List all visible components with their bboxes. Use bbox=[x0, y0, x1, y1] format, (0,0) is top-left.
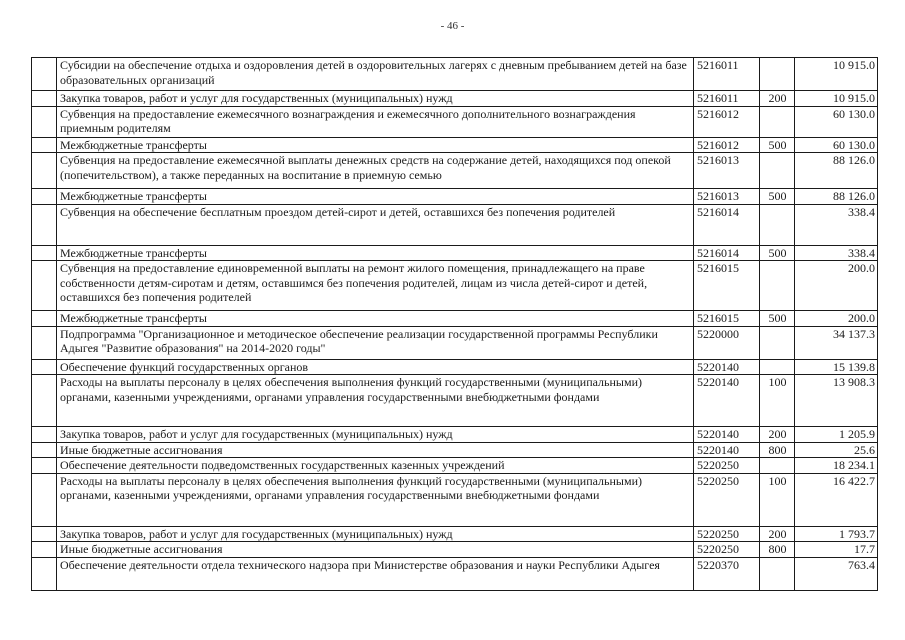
row-code-cell: 5216012 bbox=[694, 106, 760, 137]
row-name-cell: Межбюджетные трансферты bbox=[57, 137, 694, 153]
row-code-cell: 5216012 bbox=[694, 137, 760, 153]
row-type-cell bbox=[760, 153, 795, 189]
table-row bbox=[32, 91, 878, 107]
row-type-cell bbox=[760, 326, 795, 359]
table-row bbox=[32, 427, 878, 443]
row-blank-cell bbox=[32, 137, 57, 153]
table-row bbox=[32, 137, 878, 153]
row-type-cell: 500 bbox=[760, 245, 795, 261]
row-code-cell: 5216011 bbox=[694, 58, 760, 91]
row-type-cell: 800 bbox=[760, 442, 795, 458]
row-blank-cell bbox=[32, 245, 57, 261]
budget-table bbox=[31, 57, 878, 591]
row-sum-cell: 200.0 bbox=[795, 311, 878, 327]
row-sum-cell: 200.0 bbox=[795, 261, 878, 311]
table-row bbox=[32, 526, 878, 542]
row-blank-cell bbox=[32, 106, 57, 137]
row-sum-cell: 88 126.0 bbox=[795, 153, 878, 189]
row-sum-cell: 10 915.0 bbox=[795, 58, 878, 91]
table-row bbox=[32, 557, 878, 590]
row-type-cell: 500 bbox=[760, 137, 795, 153]
row-name-cell: Закупка товаров, работ и услуг для государственных (муниципальных) нужд bbox=[57, 91, 694, 107]
row-blank-cell bbox=[32, 326, 57, 359]
row-name-cell: Обеспечение деятельности подведомственных государственных казенных учреждений bbox=[57, 458, 694, 474]
table-row bbox=[32, 458, 878, 474]
row-sum-cell: 34 137.3 bbox=[795, 326, 878, 359]
row-blank-cell bbox=[32, 458, 57, 474]
row-type-cell bbox=[760, 106, 795, 137]
row-code-cell: 5216014 bbox=[694, 204, 760, 245]
row-code-cell: 5220250 bbox=[694, 526, 760, 542]
row-type-cell: 800 bbox=[760, 542, 795, 558]
row-blank-cell bbox=[32, 311, 57, 327]
row-code-cell: 5216013 bbox=[694, 189, 760, 205]
table-row bbox=[32, 311, 878, 327]
row-sum-cell: 1 205.9 bbox=[795, 427, 878, 443]
table-row bbox=[32, 473, 878, 526]
row-type-cell bbox=[760, 261, 795, 311]
row-name-cell: Субвенция на предоставление единовременной выплаты на ремонт жилого помещения, принадлежащего на праве собственности детям-сиротам и детям, оставшимся без попечения родителей, лицам из числа детей-сирот и детей, оставшихся без попечения родителей bbox=[57, 261, 694, 311]
row-code-cell: 5216014 bbox=[694, 245, 760, 261]
row-sum-cell: 338.4 bbox=[795, 245, 878, 261]
row-sum-cell: 60 130.0 bbox=[795, 106, 878, 137]
row-name-cell: Обеспечение функций государственных органов bbox=[57, 359, 694, 375]
row-name-cell: Межбюджетные трансферты bbox=[57, 311, 694, 327]
row-name-cell: Закупка товаров, работ и услуг для государственных (муниципальных) нужд bbox=[57, 427, 694, 443]
row-blank-cell bbox=[32, 427, 57, 443]
row-type-cell bbox=[760, 58, 795, 91]
row-sum-cell: 1 793.7 bbox=[795, 526, 878, 542]
row-type-cell: 200 bbox=[760, 526, 795, 542]
row-name-cell: Иные бюджетные ассигнования bbox=[57, 542, 694, 558]
row-type-cell bbox=[760, 557, 795, 590]
row-blank-cell bbox=[32, 204, 57, 245]
table-row bbox=[32, 106, 878, 137]
row-code-cell: 5220140 bbox=[694, 375, 760, 427]
row-code-cell: 5216015 bbox=[694, 311, 760, 327]
row-name-cell: Расходы на выплаты персоналу в целях обеспечения выполнения функций государственными (муниципальными) органами, казенными учреждениями, органами управления государственными внебюджетными фондами bbox=[57, 375, 694, 427]
row-name-cell: Подпрограмма "Организационное и методическое обеспечение реализации государственной программы Республики Адыгея "Развитие образования" на 2014-2020 годы" bbox=[57, 326, 694, 359]
row-blank-cell bbox=[32, 542, 57, 558]
row-type-cell: 200 bbox=[760, 91, 795, 107]
row-code-cell: 5216013 bbox=[694, 153, 760, 189]
row-blank-cell bbox=[32, 261, 57, 311]
table-row bbox=[32, 153, 878, 189]
row-blank-cell bbox=[32, 473, 57, 526]
row-name-cell: Расходы на выплаты персоналу в целях обеспечения выполнения функций государственными (муниципальными) органами, казенными учреждениями, органами управления государственными внебюджетными фондами bbox=[57, 473, 694, 526]
row-blank-cell bbox=[32, 189, 57, 205]
row-sum-cell: 763.4 bbox=[795, 557, 878, 590]
row-name-cell: Субвенция на предоставление ежемесячной выплаты денежных средств на содержание детей, находящихся под опекой (попечительством), а также переданных на воспитание в приемную семью bbox=[57, 153, 694, 189]
row-code-cell: 5220140 bbox=[694, 442, 760, 458]
row-blank-cell bbox=[32, 557, 57, 590]
row-code-cell: 5220250 bbox=[694, 473, 760, 526]
row-code-cell: 5220140 bbox=[694, 359, 760, 375]
table-row bbox=[32, 542, 878, 558]
table-row bbox=[32, 375, 878, 427]
table-row bbox=[32, 326, 878, 359]
table-row bbox=[32, 58, 878, 91]
row-blank-cell bbox=[32, 91, 57, 107]
row-name-cell: Субсидии на обеспечение отдыха и оздоровления детей в оздоровительных лагерях с дневным пребыванием детей на базе образовательных организаций bbox=[57, 58, 694, 91]
table-row bbox=[32, 261, 878, 311]
row-name-cell: Субвенция на обеспечение бесплатным проездом детей-сирот и детей, оставшихся без попечения родителей bbox=[57, 204, 694, 245]
row-name-cell: Иные бюджетные ассигнования bbox=[57, 442, 694, 458]
row-type-cell: 200 bbox=[760, 427, 795, 443]
row-code-cell: 5216015 bbox=[694, 261, 760, 311]
row-blank-cell bbox=[32, 153, 57, 189]
row-code-cell: 5220250 bbox=[694, 542, 760, 558]
table-row bbox=[32, 245, 878, 261]
row-sum-cell: 18 234.1 bbox=[795, 458, 878, 474]
row-blank-cell bbox=[32, 58, 57, 91]
row-sum-cell: 13 908.3 bbox=[795, 375, 878, 427]
row-code-cell: 5216011 bbox=[694, 91, 760, 107]
row-sum-cell: 88 126.0 bbox=[795, 189, 878, 205]
row-blank-cell bbox=[32, 359, 57, 375]
row-sum-cell: 60 130.0 bbox=[795, 137, 878, 153]
row-code-cell: 5220000 bbox=[694, 326, 760, 359]
row-sum-cell: 17.7 bbox=[795, 542, 878, 558]
table-row bbox=[32, 204, 878, 245]
row-sum-cell: 25.6 bbox=[795, 442, 878, 458]
budget-table-body bbox=[32, 58, 878, 591]
row-name-cell: Субвенция на предоставление ежемесячного вознаграждения и ежемесячного дополнительного вознаграждения приемным родителям bbox=[57, 106, 694, 137]
row-type-cell: 100 bbox=[760, 473, 795, 526]
row-sum-cell: 15 139.8 bbox=[795, 359, 878, 375]
row-blank-cell bbox=[32, 526, 57, 542]
row-code-cell: 5220370 bbox=[694, 557, 760, 590]
row-sum-cell: 16 422.7 bbox=[795, 473, 878, 526]
page-number: - 46 - bbox=[440, 20, 465, 32]
row-blank-cell bbox=[32, 375, 57, 427]
row-type-cell: 100 bbox=[760, 375, 795, 427]
row-code-cell: 5220250 bbox=[694, 458, 760, 474]
row-type-cell bbox=[760, 204, 795, 245]
table-row bbox=[32, 442, 878, 458]
row-sum-cell: 10 915.0 bbox=[795, 91, 878, 107]
row-name-cell: Межбюджетные трансферты bbox=[57, 189, 694, 205]
row-blank-cell bbox=[32, 442, 57, 458]
table-row bbox=[32, 359, 878, 375]
row-type-cell bbox=[760, 359, 795, 375]
row-code-cell: 5220140 bbox=[694, 427, 760, 443]
row-type-cell: 500 bbox=[760, 189, 795, 205]
row-name-cell: Закупка товаров, работ и услуг для государственных (муниципальных) нужд bbox=[57, 526, 694, 542]
table-row bbox=[32, 189, 878, 205]
row-type-cell bbox=[760, 458, 795, 474]
row-sum-cell: 338.4 bbox=[795, 204, 878, 245]
row-name-cell: Межбюджетные трансферты bbox=[57, 245, 694, 261]
row-type-cell: 500 bbox=[760, 311, 795, 327]
row-name-cell: Обеспечение деятельности отдела технического надзора при Министерстве образования и науки Республики Адыгея bbox=[57, 557, 694, 590]
